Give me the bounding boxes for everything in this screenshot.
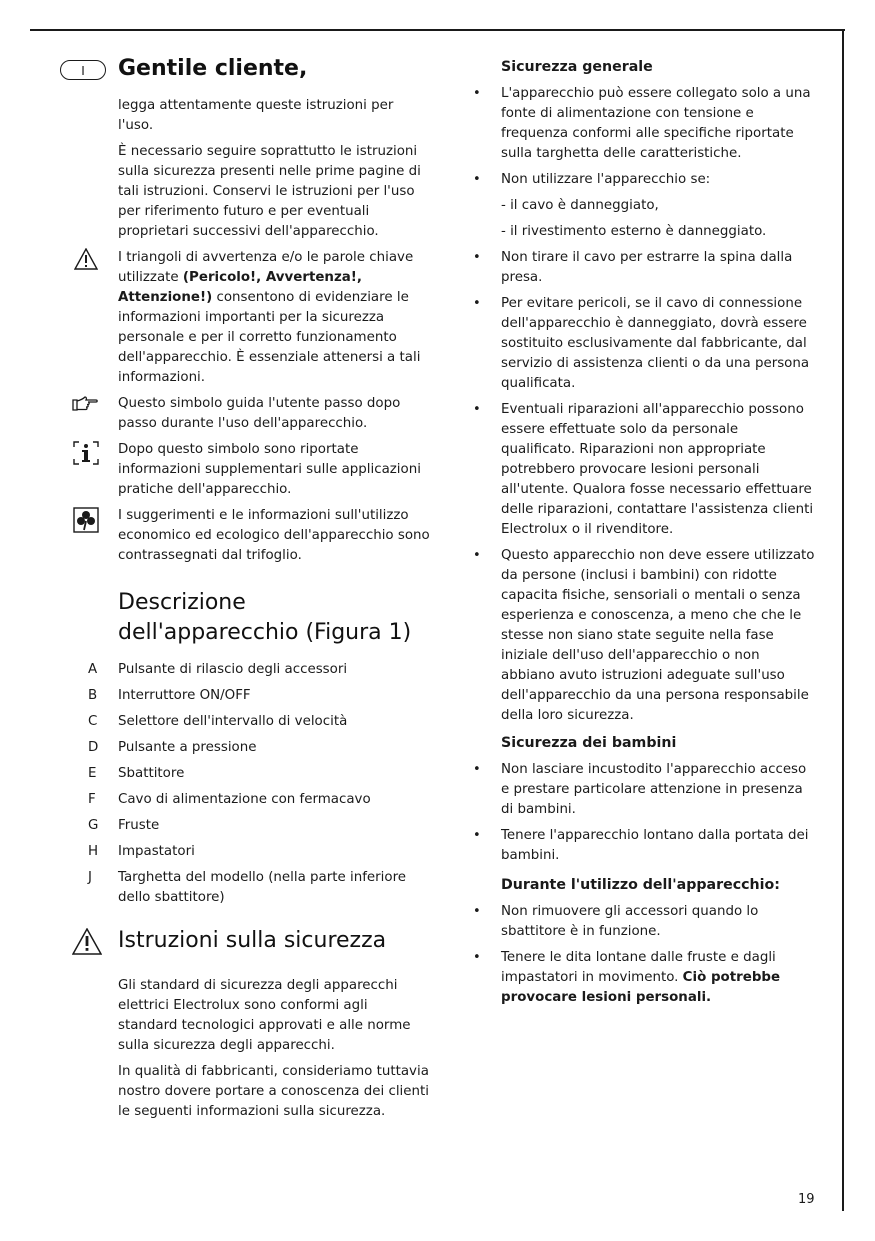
part-item — [60, 712, 430, 732]
hand-note — [60, 394, 430, 434]
bullet-text: Non lasciare incustodito l'apparecchio acceso e prestare particolare attenzione in presenza di bambini. — [501, 762, 807, 817]
pointing-hand-icon — [72, 396, 98, 419]
part-text: Sbattitore — [118, 766, 185, 781]
description-title: Descrizione dell'apparecchio (Figura 1) — [118, 590, 412, 645]
part-letter: D — [88, 740, 99, 755]
part-item — [60, 686, 430, 706]
bullet-text: Questo apparecchio non deve essere utilizzato da persone (inclusi i bambini) con ridotte capacita fisiche, sensoriali o mentali o senza esperienza e conoscenza, a meno che che le stesse non siano state seguite nella fase iniziale dell'uso dell'apparecchio o non abbiano avuto istruzioni adeguate sull'uso dell'apparecchio da una persona responsabile della loro sicurezza. — [501, 548, 815, 723]
bullet-item — [470, 400, 815, 540]
info-note — [60, 440, 430, 500]
part-letter: H — [88, 844, 99, 859]
general-safety-heading: Sicurezza generale — [501, 59, 653, 75]
hand-note-text: Questo simbolo guida l'utente passo dopo passo durante l'uso dell'apparecchio. — [118, 396, 401, 431]
part-text: Interruttore ON/OFF — [118, 688, 251, 703]
bullet-item — [470, 546, 815, 726]
bullet-dot: • — [473, 828, 481, 843]
language-badge: I — [60, 60, 106, 80]
bullet-dot: • — [473, 762, 481, 777]
bullet-dot: • — [473, 250, 481, 265]
bullet-text: L'apparecchio può essere collegato solo a una fonte di alimentazione con tensione e frequenza conformi alle specifiche riportate sulla targhetta delle caratteristiche. — [501, 86, 811, 161]
bullet-item — [470, 294, 815, 394]
part-item — [60, 764, 430, 784]
bullet-text: Non utilizzare l'apparecchio se: — [501, 172, 711, 187]
bullet-text: Non tirare il cavo per estrarre la spina dalla presa. — [501, 250, 793, 285]
bullet-dot: • — [473, 172, 481, 187]
part-letter: J — [88, 870, 92, 885]
greeting-title: Gentile cliente, — [118, 56, 308, 81]
usage-heading: Durante l'utilizzo dell'apparecchio: — [501, 877, 780, 893]
part-letter: F — [88, 792, 96, 807]
part-letter: E — [88, 766, 97, 781]
part-item — [60, 660, 430, 680]
warning-text-2: consentono di evidenziare le informazioni importanti per la sicurezza personale e per il corretto funzionamento dell'apparecchio. È essenziale attenersi a tali informazioni. — [118, 290, 421, 385]
bullet-item — [470, 170, 815, 190]
bullet-item — [470, 948, 815, 1008]
part-letter: B — [88, 688, 98, 703]
part-text: Selettore dell'intervallo di velocità — [118, 714, 348, 729]
intro-para-2: È necessario seguire soprattutto le istruzioni sulla sicurezza presenti nelle prime pagine di tali istruzioni. Conservi le istruzioni per l'uso per riferimento futuro e per eventuali proprietari successivi dell'apparecchio. — [118, 144, 421, 239]
bullet-dot: • — [473, 548, 481, 563]
bullet-item — [470, 248, 815, 288]
part-item — [60, 790, 430, 810]
safety-warning-triangle-icon — [72, 928, 102, 959]
bullet-text: Tenere le dita lontane dalle fruste e dagli impastatori in movimento. — [501, 950, 776, 985]
sub-item: - il cavo è danneggiato, — [501, 198, 659, 213]
bullet-dot: • — [473, 904, 481, 919]
bullet-item — [470, 902, 815, 942]
bullet-item — [470, 84, 815, 164]
warning-note — [60, 248, 430, 388]
bullet-bold-text: Ciò potrebbe provocare lesioni personali. — [501, 970, 781, 1005]
children-safety-heading: Sicurezza dei bambini — [501, 735, 677, 751]
bullet-dot: • — [473, 86, 481, 101]
sub-item: - il rivestimento esterno è danneggiato. — [501, 224, 767, 239]
part-letter: G — [88, 818, 99, 833]
part-letter: A — [88, 662, 98, 677]
bullet-text: Per evitare pericoli, se il cavo di connessione dell'apparecchio è danneggiato, dovrà essere sostituito esclusivamente dal fabbricante, dal servizio di assistenza clienti o da una persona qualificata. — [501, 296, 810, 391]
part-text: Targhetta del modello (nella parte inferiore dello sbattitore) — [118, 870, 407, 905]
intro-para-1: legga attentamente queste istruzioni per l'uso. — [118, 98, 394, 133]
part-text: Fruste — [118, 818, 160, 833]
top-rule — [30, 29, 845, 31]
safety-para-2: In qualità di fabbricanti, consideriamo tuttavia nostro dovere portare a conoscenza dei clienti le seguenti informazioni sulla sicurezza. — [118, 1064, 429, 1119]
left-column — [60, 54, 430, 1128]
part-item — [60, 738, 430, 758]
info-icon — [73, 441, 99, 472]
part-item — [60, 842, 430, 862]
warning-keywords: (Pericolo!, Avvertenza!, Attenzione!) — [118, 270, 362, 305]
part-item — [60, 816, 430, 836]
bullet-item — [470, 826, 815, 866]
part-text: Cavo di alimentazione con fermacavo — [118, 792, 371, 807]
part-letter: C — [88, 714, 98, 729]
bullet-item — [470, 760, 815, 820]
part-text: Pulsante di rilascio degli accessori — [118, 662, 348, 677]
bullet-text: Non rimuovere gli accessori quando lo sbattitore è in funzione. — [501, 904, 759, 939]
clover-note — [60, 506, 430, 566]
clover-icon — [73, 507, 99, 540]
bullet-text: Eventuali riparazioni all'apparecchio possono essere effettuate solo da personale qualificato. Riparazioni non appropriate potrebbero provocare lesioni personali all'utente. Qualora fosse necessario effettuare delle riparazioni, contattare l'assistenza clienti Electrolux o il rivenditore. — [501, 402, 814, 537]
right-column — [470, 56, 815, 1014]
part-item — [60, 868, 430, 908]
safety-header — [60, 926, 430, 956]
right-rule — [842, 29, 844, 1211]
bullet-dot: • — [473, 402, 481, 417]
warning-triangle-icon — [74, 248, 98, 277]
warning-text-1: I triangoli di avvertenza e/o le parole chiave utilizzate — [118, 250, 414, 285]
clover-note-text: I suggerimenti e le informazioni sull'utilizzo economico ed ecologico dell'apparecchio sono contrassegnati dal trifoglio. — [118, 508, 430, 563]
part-text: Impastatori — [118, 844, 195, 859]
page-number: 19 — [798, 1192, 815, 1207]
bullet-dot: • — [473, 296, 481, 311]
info-note-text: Dopo questo simbolo sono riportate informazioni supplementari sulle applicazioni pratiche dell'apparecchio. — [118, 442, 421, 497]
bullet-text: Tenere l'apparecchio lontano dalla portata dei bambini. — [501, 828, 809, 863]
parts-list — [60, 660, 430, 908]
greeting-header — [60, 54, 430, 84]
bullet-dot: • — [473, 950, 481, 965]
part-text: Pulsante a pressione — [118, 740, 257, 755]
safety-para-1: Gli standard di sicurezza degli apparecchi elettrici Electrolux sono conformi agli standard tecnologici approvati e alle norme sulla sicurezza degli apparecchi. — [118, 978, 411, 1053]
safety-title: Istruzioni sulla sicurezza — [118, 928, 387, 953]
